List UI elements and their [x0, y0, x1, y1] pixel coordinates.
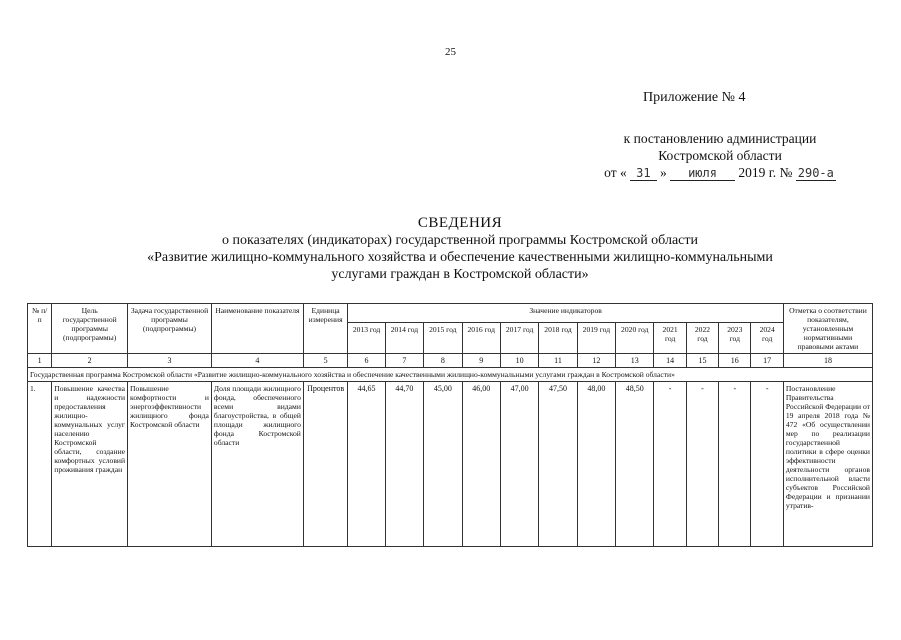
decree-reference — [560, 130, 880, 182]
year-header: 2024 год — [751, 322, 783, 353]
appendix-label: Приложение № 4 — [643, 90, 746, 105]
year-header: 2018 год — [539, 322, 577, 353]
column-number: 6 — [348, 354, 385, 368]
column-number: 16 — [719, 354, 751, 368]
column-number: 2 — [52, 354, 128, 368]
row-value: 44,70 — [385, 382, 423, 547]
column-number: 12 — [577, 354, 615, 368]
column-number: 11 — [539, 354, 577, 368]
column-number: 5 — [303, 354, 347, 368]
title-line-3: услугами граждан в Костромской области» — [331, 267, 589, 282]
row-value: - — [751, 382, 783, 547]
table-row — [28, 382, 873, 547]
row-value: 47,50 — [539, 382, 577, 547]
year-header: 2015 год — [424, 322, 462, 353]
year-header: 2023 год — [719, 322, 751, 353]
column-number: 15 — [686, 354, 718, 368]
header-values: Значение индикаторов — [348, 304, 784, 323]
row-indicator: Доля площади жилищного фонда, обеспеченного всеми видами благоустройства, в общей площади жилищного фонда Костромской области — [211, 382, 303, 547]
header-goal: Цель государственной программы (подпрограммы) — [52, 304, 128, 354]
row-note: Постановление Правительства Российской Федерации от 19 апреля 2018 года № 472 «Об осуществлении мер по реализации государственной политики в сфере оценки эффективности деятельности органов исполнительной власти субъектов Российской Федерации и признании утратив- — [783, 382, 872, 547]
column-number: 3 — [128, 354, 212, 368]
year-header: 2021 год — [654, 322, 686, 353]
program-row — [28, 368, 873, 382]
row-value: 47,00 — [500, 382, 538, 547]
column-number: 9 — [462, 354, 500, 368]
date-mid: » — [659, 165, 667, 180]
row-value: 45,00 — [424, 382, 462, 547]
column-number: 14 — [654, 354, 686, 368]
column-number: 10 — [500, 354, 538, 368]
date-day: 31 — [630, 166, 656, 181]
date-month: июля — [670, 166, 735, 181]
row-value: 48,50 — [616, 382, 654, 547]
page-number: 25 — [445, 46, 456, 58]
row-value: 44,65 — [348, 382, 385, 547]
row-task: Повышение комфортности и энергоэффективности жилищного фонда Костромской области — [128, 382, 212, 547]
year-header: 2017 год — [500, 322, 538, 353]
column-number: 4 — [211, 354, 303, 368]
row-unit: Процентов — [303, 382, 347, 547]
row-value: - — [686, 382, 718, 547]
header-row-1 — [28, 304, 873, 323]
year-header: 2022 год — [686, 322, 718, 353]
decree-line-2: Костромской области — [658, 148, 782, 163]
column-number: 13 — [616, 354, 654, 368]
title-heading: СВЕДЕНИЯ — [417, 215, 503, 231]
decree-date — [560, 164, 880, 182]
year-header: 2019 год — [577, 322, 615, 353]
year-header: 2020 год — [616, 322, 654, 353]
header-indicator: Наименование показателя — [211, 304, 303, 354]
title-line-2: «Развитие жилищно-коммунального хозяйства и обеспечение качественными жилищно-коммунальными — [147, 250, 773, 265]
row-goal: Повышение качества и надежности предоставления жилищно-коммунальных услуг населению Костромской области, создание комфортных условий проживания граждан — [52, 382, 128, 547]
program-title-cell: Государственная программа Костромской области «Развитие жилищно-коммунального хозяйства и обеспечение качественными жилищно-коммунальными услугами граждан в Костромской области» — [28, 368, 873, 382]
header-task: Задача государственной программы (подпрограммы) — [128, 304, 212, 354]
year-header: 2016 год — [462, 322, 500, 353]
header-note: Отметка о соответствии показателям, установленным нормативными правовыми актами — [783, 304, 872, 354]
title-line-1: о показателях (индикаторах) государственной программы Костромской области — [222, 233, 698, 248]
row-value: 46,00 — [462, 382, 500, 547]
decree-line-1: к постановлению администрации — [623, 131, 817, 146]
column-number-row — [28, 354, 873, 368]
column-number: 1 — [28, 354, 52, 368]
column-number: 17 — [751, 354, 783, 368]
column-number: 8 — [424, 354, 462, 368]
column-number: 7 — [385, 354, 423, 368]
decree-number: 290-а — [797, 166, 834, 180]
header-num: № п/п — [28, 304, 52, 354]
date-prefix: от « — [604, 165, 627, 180]
year-header: 2013 год — [348, 322, 385, 353]
document-title — [90, 215, 830, 283]
row-value: 48,00 — [577, 382, 615, 547]
header-unit: Единица измерения — [303, 304, 347, 354]
year-header: 2014 год — [385, 322, 423, 353]
row-num: 1. — [28, 382, 52, 547]
row-value: - — [654, 382, 686, 547]
column-number: 18 — [783, 354, 872, 368]
row-value: - — [719, 382, 751, 547]
indicators-table — [27, 303, 873, 547]
date-year: 2019 г. № — [738, 165, 793, 180]
